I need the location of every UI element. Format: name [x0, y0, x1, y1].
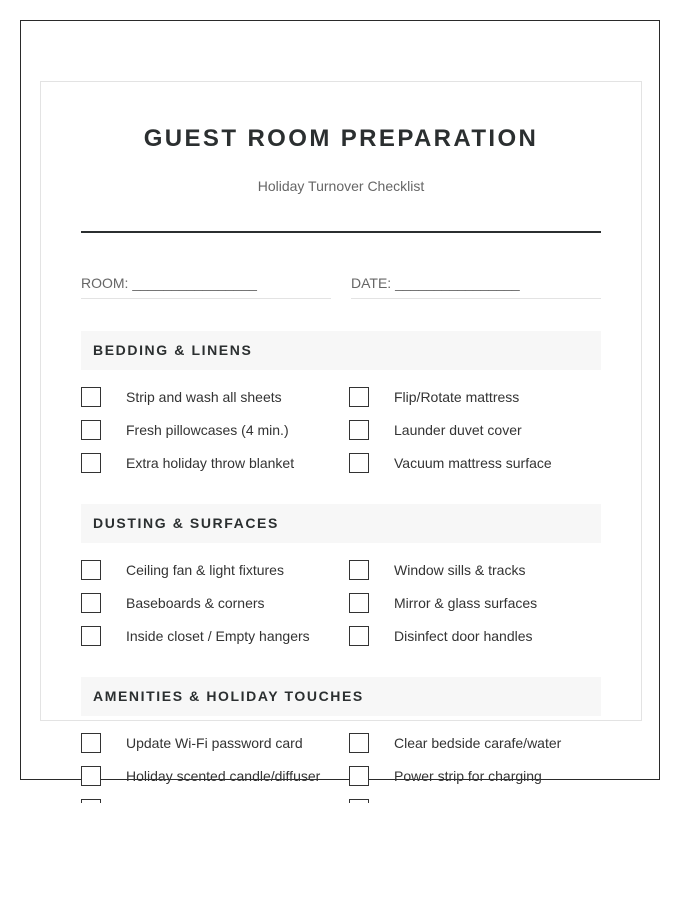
checklist-item-label: Fresh pillowcases (4 min.): [126, 422, 289, 438]
checkbox[interactable]: [81, 626, 101, 646]
checklist-content: [81, 81, 601, 803]
checkbox[interactable]: [81, 387, 101, 407]
section-header-amenities-holiday-touches: AMENITIES & HOLIDAY TOUCHES: [81, 677, 601, 716]
page-title: GUEST ROOM PREPARATION: [143, 125, 539, 152]
checkbox[interactable]: [81, 453, 101, 473]
checkbox[interactable]: [349, 387, 369, 407]
checklist-item-label: Strip and wash all sheets: [126, 389, 282, 405]
checkbox[interactable]: [81, 593, 101, 613]
checkbox[interactable]: [349, 420, 369, 440]
checklist-item-label: Power strip for charging: [394, 768, 542, 784]
checklist-item-label: Baseboards & corners: [126, 595, 265, 611]
room-field[interactable]: ROOM: ________________: [81, 275, 331, 299]
checkbox[interactable]: [81, 766, 101, 786]
date-field[interactable]: DATE: ________________: [351, 275, 601, 299]
checkbox[interactable]: [349, 766, 369, 786]
checklist-item-label: Extra holiday throw blanket: [126, 455, 295, 471]
checkbox[interactable]: [349, 560, 369, 580]
title-divider: [81, 231, 601, 233]
checkbox[interactable]: [349, 453, 369, 473]
checklist-item-label: Update Wi-Fi password card: [126, 735, 303, 751]
page-subtitle: Holiday Turnover Checklist: [257, 178, 425, 194]
checklist-item-label: Disinfect door handles: [394, 628, 533, 644]
checkbox[interactable]: [349, 799, 369, 803]
checkbox[interactable]: [349, 626, 369, 646]
section-header-dusting-surfaces: DUSTING & SURFACES: [81, 504, 601, 543]
section-header-bedding-linens: BEDDING & LINENS: [81, 331, 601, 370]
checklist-item-label: Flip/Rotate mattress: [394, 389, 520, 405]
checklist-item-label: Ceiling fan & light fixtures: [126, 562, 284, 578]
checklist-item-label: Mirror & glass surfaces: [394, 595, 538, 611]
checkbox[interactable]: [81, 420, 101, 440]
checklist-item-label: Clear bedside carafe/water: [394, 735, 562, 751]
checklist-item-label: Inside closet / Empty hangers: [126, 628, 310, 644]
checkbox[interactable]: [81, 560, 101, 580]
checklist-item-label: Vacuum mattress surface: [394, 455, 552, 471]
checkbox[interactable]: [81, 799, 101, 803]
checkbox[interactable]: [349, 733, 369, 753]
checklist-item-label: Window sills & tracks: [394, 562, 526, 578]
checkbox[interactable]: [349, 593, 369, 613]
checklist-item-label: Holiday scented candle/diffuser: [126, 768, 321, 784]
checklist-item-label: Launder duvet cover: [394, 422, 522, 438]
checkbox[interactable]: [81, 733, 101, 753]
